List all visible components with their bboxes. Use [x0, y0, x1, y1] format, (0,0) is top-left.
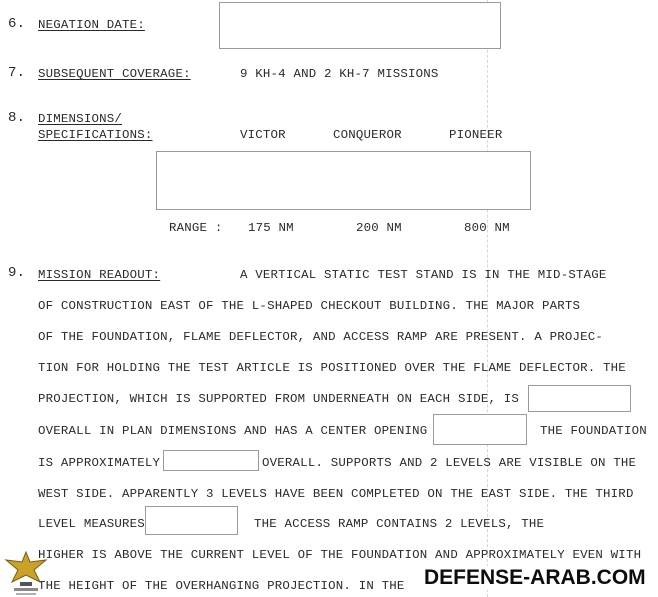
watermark-text: DEFENSE-ARAB.COM — [421, 566, 649, 590]
readout-line-5: PROJECTION, WHICH IS SUPPORTED FROM UNDERNEATH ON EACH SIDE, IS — [38, 392, 520, 406]
range-label: RANGE : — [169, 221, 223, 235]
readout-line-9b: THE ACCESS RAMP CONTAINS 2 LEVELS, THE — [254, 517, 545, 531]
item-6-number: 6. — [8, 16, 26, 32]
redacted-negation-date — [219, 2, 501, 49]
readout-line-8: WEST SIDE. APPARENTLY 3 LEVELS HAVE BEEN COMPLETED ON THE EAST SIDE. THE THIRD — [38, 487, 634, 501]
redacted-projection-size — [528, 385, 631, 412]
range-conqueror: 200 NM — [356, 221, 402, 235]
readout-line-3: OF THE FOUNDATION, FLAME DEFLECTOR, AND ACCESS RAMP ARE PRESENT. A PROJEC- — [38, 330, 604, 344]
subsequent-coverage-label: SUBSEQUENT COVERAGE: — [38, 67, 191, 81]
mission-readout-label: MISSION READOUT: — [38, 268, 161, 282]
redacted-foundation-size — [163, 450, 259, 471]
column-victor: VICTOR — [240, 128, 286, 142]
readout-line-10: HIGHER IS ABOVE THE CURRENT LEVEL OF THE FOUNDATION AND APPROXIMATELY EVEN WITH — [38, 548, 642, 562]
readout-line-7: IS APPROXIMATELY — [38, 456, 161, 470]
readout-line-6: OVERALL IN PLAN DIMENSIONS AND HAS A CENTER OPENING — [38, 424, 428, 438]
specifications-label-line2: SPECIFICATIONS: — [38, 128, 153, 142]
item-7-number: 7. — [8, 65, 26, 81]
range-pioneer: 800 NM — [464, 221, 510, 235]
redacted-level-measure — [145, 506, 238, 535]
negation-date-label: NEGATION DATE: — [38, 18, 145, 32]
readout-line-7b: OVERALL. SUPPORTS AND 2 LEVELS ARE VISIBLE ON THE — [262, 456, 637, 470]
readout-line-1: A VERTICAL STATIC TEST STAND IS IN THE MID-STAGE — [240, 268, 607, 282]
readout-line-4: TION FOR HOLDING THE TEST ARTICLE IS POSITIONED OVER THE FLAME DEFLECTOR. THE — [38, 361, 626, 375]
redacted-specifications — [156, 151, 531, 210]
column-pioneer: PIONEER — [449, 128, 503, 142]
dimensions-label-line1: DIMENSIONS/ — [38, 112, 122, 126]
subsequent-coverage-value: 9 KH-4 AND 2 KH-7 MISSIONS — [240, 67, 439, 81]
column-conqueror: CONQUEROR — [333, 128, 402, 142]
item-9-number: 9. — [8, 265, 26, 281]
range-victor: 175 NM — [248, 221, 294, 235]
eagle-emblem-icon — [0, 548, 52, 597]
readout-line-2: OF CONSTRUCTION EAST OF THE L-SHAPED CHECKOUT BUILDING. THE MAJOR PARTS — [38, 299, 581, 313]
readout-line-11: THE HEIGHT OF THE OVERHANGING PROJECTION. IN THE — [38, 579, 405, 593]
readout-line-6b: THE FOUNDATION — [540, 424, 647, 438]
redacted-opening-size — [433, 414, 527, 445]
item-8-number: 8. — [8, 110, 26, 126]
readout-line-9: LEVEL MEASURES — [38, 517, 145, 531]
